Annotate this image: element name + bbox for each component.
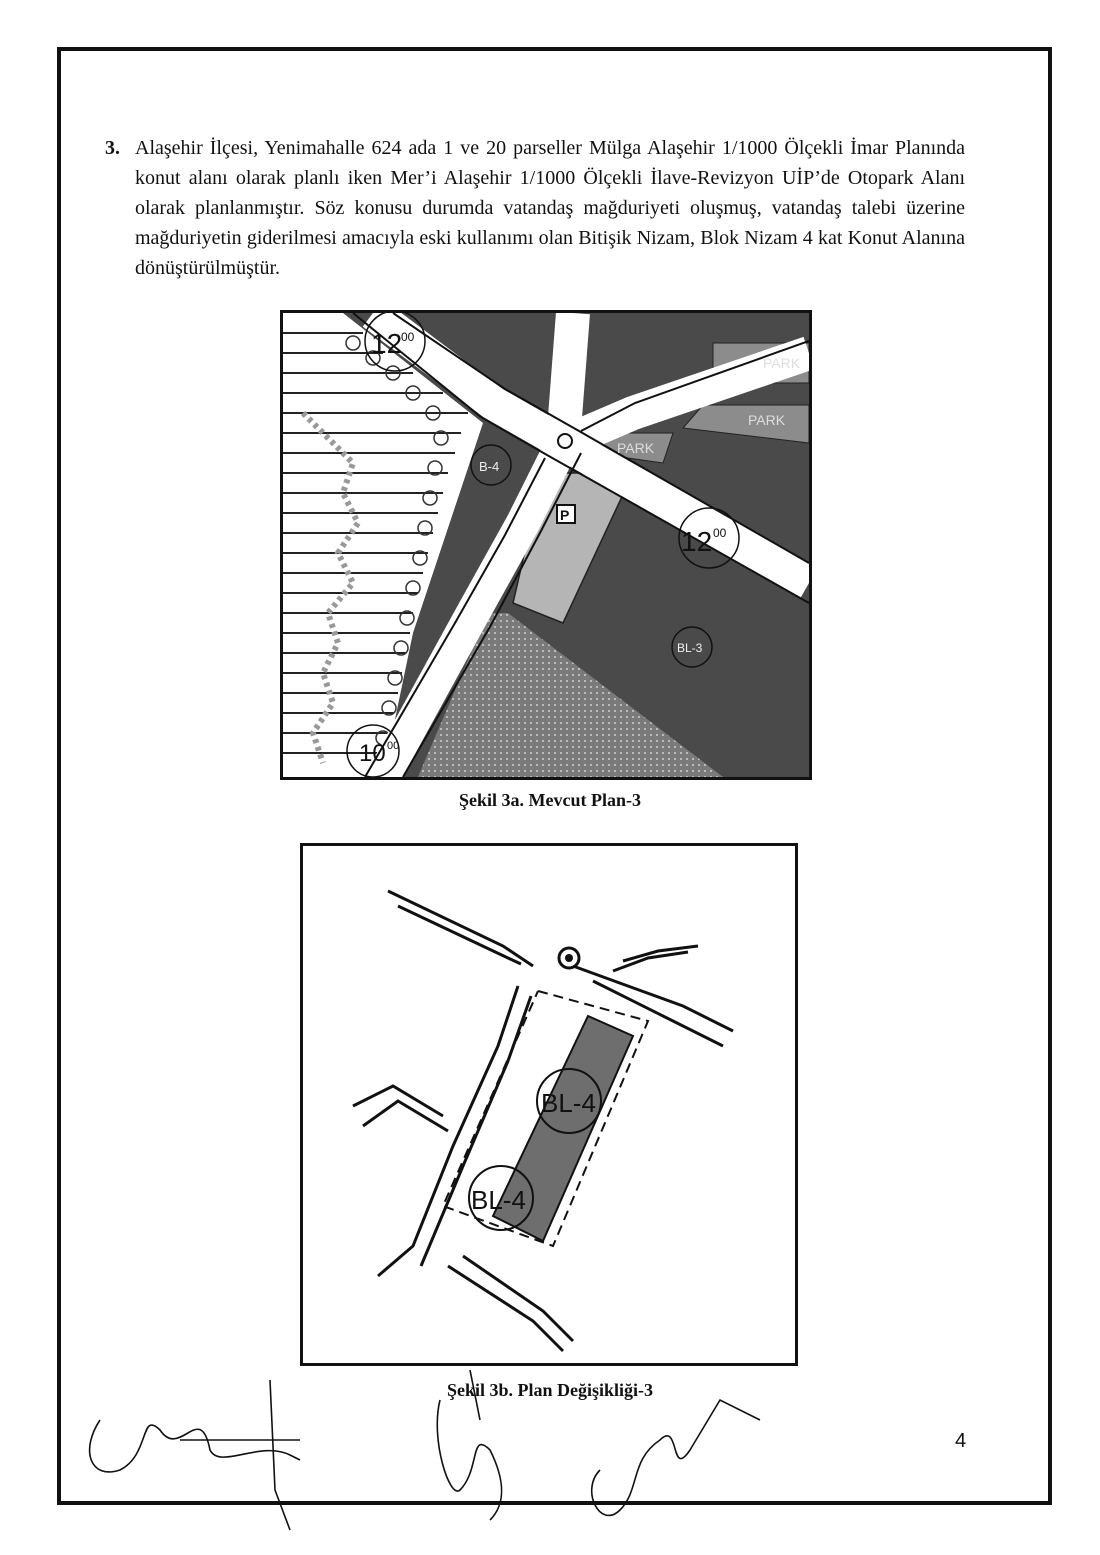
figure-3b-caption: Şekil 3b. Plan Değişikliği-3 <box>446 1380 654 1400</box>
park-label-3: PARK <box>617 440 655 456</box>
bl4-label-bottom: BL-4 <box>471 1185 526 1215</box>
figure-3a-current-plan <box>280 310 812 780</box>
park-label-2: PARK <box>748 412 786 428</box>
page-number: 4 <box>955 1430 967 1452</box>
roundabout-marker <box>558 434 572 448</box>
height-label-bottom: 10 <box>359 740 386 767</box>
bl4-label-top: BL-4 <box>541 1088 596 1118</box>
height-label-right-sup: 00 <box>713 526 727 540</box>
bl3-label: BL-3 <box>677 641 703 655</box>
park-label-1: PARK <box>763 355 801 371</box>
figure-3b-plan-change <box>300 843 798 1366</box>
height-label-top-sup: 00 <box>401 330 415 344</box>
height-label-bottom-sup: 00 <box>387 740 400 752</box>
b4-label: B-4 <box>479 459 500 474</box>
height-label-right: 12 <box>681 526 713 557</box>
parking-label: P <box>560 507 570 523</box>
body-paragraph <box>105 133 965 283</box>
paragraph-text: Alaşehir İlçesi, Yenimahalle 624 ada 1 ve 20 parseller Mülga Alaşehir 1/1000 Ölçekli İmar Planında konut alanı olarak planlı iken Mer’i Alaşehir 1/1000 Ölçekli İlave-Revizyon UİP’de Otopark Alanı olarak planlanmıştır. Söz konusu durumda vatandaş mağduriyeti oluşmuş, vatandaş talebi üzerine mağduriyetin giderilmesi amacıyla eski kullanımı olan Bitişik Nizam, Blok Nizam 4 kat Konut Alanına dönüştürülmüştür. <box>135 137 965 279</box>
figure-3a-caption: Şekil 3a. Mevcut Plan-3 <box>459 790 641 810</box>
height-label-top: 12 <box>371 328 403 359</box>
paragraph-number: 3. <box>105 137 120 159</box>
